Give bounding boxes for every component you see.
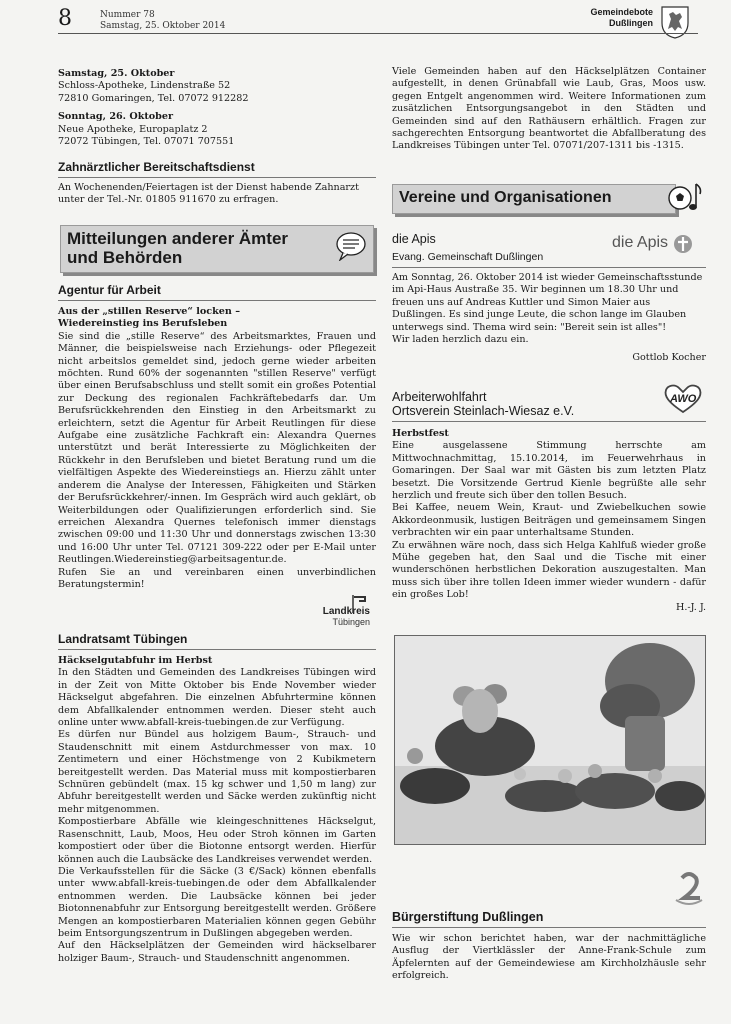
page-number: 8 <box>58 6 72 31</box>
section-rule <box>58 177 376 178</box>
dentist-section <box>58 160 376 207</box>
banner-behoerden <box>60 225 374 273</box>
awo-author: H.-J. J. <box>675 601 706 613</box>
agentur-subtitle: Aus der „stillen Reserve“ locken – <box>58 306 240 317</box>
awo-name: Ortsverein Steinlach-Wiesaz e.V. <box>392 404 575 418</box>
pharmacy-day: Samstag, 25. Oktober <box>58 68 175 79</box>
banner-line: Mitteilungen anderer Ämter <box>67 229 289 248</box>
buergerstiftung-body: Wie wir schon berichtet haben, war der nachmittägliche Ausflug der Viertklässler der Anne-Frank-Schule zum Äpfelernten auf der Gemeindewiese am Kirchholzhäusle sehr erfolgreich. <box>392 933 706 982</box>
pharmacy-schedule <box>58 68 376 148</box>
agentur-section <box>58 283 376 591</box>
flag-icon <box>350 594 368 614</box>
dentist-text: An Wochenenden/Feiertagen ist der Dienst habende Zahnarzt unter der Tel.-Nr. 01805 911670 zu erfragen. <box>58 182 359 206</box>
landkreis-logo-line: Landkreis <box>322 606 370 617</box>
landratsamt-subtitle: Häckselgutabfuhr im Herbst <box>58 655 213 666</box>
landratsamt-para: In den Städten und Gemeinden des Landkreises Tübingen wird in der Zeit von Mitte Oktober bis Ende November wieder Häckselgut abgefahren. Die einzelnen Abfuhrtermine können dem Abfallkalender entnommen werden. Dieser steht auch online unter www.abfall-kreis-tuebingen.de zur Verfügung. <box>58 667 376 729</box>
landkreis-logo-line: Tübingen <box>332 617 370 627</box>
landratsamt-para: Kompostierbare Abfälle wie kleingeschnittenes Häckselgut, Rasenschnitt, Laub, Moos, Heu oder Stroh können im Garten kompostiert oder über die Biotonne entsorgt werden. Hierfür können auch die Laubsäcke des Landkreises verwendet werden. <box>58 816 376 865</box>
football-music-icon <box>666 180 704 216</box>
buergerstiftung-logo-icon <box>672 870 706 906</box>
buergerstiftung-section <box>392 910 706 983</box>
apis-body: Am Sonntag, 26. Oktober 2014 ist wieder Gemeinschaftsstunde im Api-Haus Austraße 35. Wir beginnen um 18.30 Uhr und freuen uns auf Andreas Kuttler und Simon Maier aus Dußlingen. Es sind junge Leute, die schon lange im Glauben unterwegs sind. Thema wird sein: "Bereit sein ist alles"! <box>392 272 703 333</box>
section-rule <box>392 421 706 422</box>
landratsamt-section <box>58 632 376 965</box>
issue-date: Samstag, 25. Oktober 2014 <box>100 21 226 31</box>
landkreis-logo <box>300 606 370 627</box>
autumn-decoration-image <box>395 636 705 844</box>
landratsamt-para: Auf den Häckselplätzen der Gemeinden wird häckselbarer holziger Baum-, Strauch- und Staudenschnitt angenommen. <box>58 940 376 964</box>
awo-title: Herbstfest <box>392 428 449 439</box>
section-rule <box>58 649 376 650</box>
apis-author: Gottlob Kocher <box>632 352 706 364</box>
landratsamt-title: Landratsamt Tübingen <box>58 632 188 646</box>
awo-logo-text: AWO <box>670 393 697 405</box>
agentur-subtitle: Wiedereinstieg ins Berufsleben <box>58 318 228 330</box>
apis-subtitle: Evang. Gemeinschaft Dußlingen <box>392 251 544 263</box>
pharmacy-line: Neue Apotheke, Europaplatz 2 <box>58 123 208 135</box>
landratsamt-para: Es dürfen nur Bündel aus holzigem Baum-, Strauch- und Staudenschnitt mit einem Astdurchmesser von max. 10 Zentimetern und einer Höchstmenge von 2 Kubikmetern bereitgestellt werden. Das Material muss mit kompostierbaren Schnüren gebündelt (max. 15 kg schwer und 1,50 m lang) zur Abfuhr bereitgestellt werden und Säcke werden zukünftig nicht mehr mitgenommen. <box>58 729 376 815</box>
banner-vereine <box>392 184 676 214</box>
masthead <box>590 7 653 29</box>
issue-info <box>100 10 225 32</box>
pharmacy-day: Sonntag, 26. Oktober <box>58 111 174 123</box>
section-rule <box>392 267 706 268</box>
awo-section <box>392 390 706 614</box>
publication-town: Dußlingen <box>609 18 653 28</box>
dentist-title: Zahnärztlicher Bereitschaftsdienst <box>58 160 255 174</box>
issue-number: Nummer 78 <box>100 10 155 20</box>
agentur-body: Sie sind die „stille Reserve“ des Arbeitsmarktes, Frauen und Männer, die beispielsweise nach Erziehungs- oder Pflegezeit nicht arbeitslos gemeldet sind, jedoch gerne wieder arbeiten möchten. Rund 60% der sogenannten "stillen Reserve" verfügt über einen Berufsabschluss und stellt somit ein großes Potential zur Deckung des regionalen Fachkräftebedarfs dar. Um Berufsrückkehrenden den Einstieg in den Arbeitsmarkt zu erleichtern, setzt die Agentur für Arbeit Reutlingen für diese Aufgabe eine zusätzliche Fachkraft ein: Alexandra Quernes unterstützt und berät Interessierte zu Möglichkeiten der Rückkehr in den Berufsleben und bietet Beratung rund um die vielfältigen Aspekte des Wiedereinstiegs an. Hierzu zählt unter anderem die Analyse der Interessen, Fähigkeiten und Stärken der Berufsrückkehrer/-innen. Im Gespräch wird auch geklärt, ob Weiterbildungen oder Qualifizierungen erforderlich sind. Sie erreichen Alexandra Quernes telefonisch immer dienstags zwischen 09:00 und 11:30 Uhr und donnerstags zwischen 13:30 und 16:00 Uhr unter Tel. 07121 309-222 oder per E-Mail unter Reutlingen.Wiedereinstieg@arbeitsagentur.de. <box>58 330 376 566</box>
landratsamt-para: Die Verkaufsstellen für die Säcke (3 €/Sack) können ebenfalls unter www.abfall-kreis-tuebingen.de oder dem Abfallkalender entnommen werden. Die Laubsäcke können bei jeder Biotonnenabfuhr zur Entsorgung bereitgestellt werden. Größere Mengen an kompostierbaren Materialien können gegen Gebühr beim Entsorgungszentrum in Dußlingen abgegeben werden. <box>58 865 376 939</box>
awo-logo <box>662 384 704 414</box>
waste-info-continued: Viele Gemeinden haben auf den Häckselplätzen Container aufgestellt, in denen Grünabfall wie Laub, Gras, Moos usw. gegen Entgelt angenommen wird. Weitere Informationen zum zusätzlichen Entsorgungsangebot in den Städten und Gemeinden sind auf den Rathäusern erhältlich. Fragen zur sachgerechten Entsorgung beantwortet die Abfallberatung des Landkreises Tübingen unter Tel. 07071/207-1311 bis -1315. <box>392 66 706 152</box>
agentur-closing: Rufen Sie an und vereinbaren einen unverbindlichen Beratungstermin! <box>58 566 376 590</box>
buergerstiftung-title: Bürgerstiftung Dußlingen <box>392 910 544 924</box>
awo-name: Arbeiterwohlfahrt <box>392 390 487 404</box>
herbstfest-photo <box>394 635 706 845</box>
apis-name: die Apis <box>392 232 436 246</box>
pharmacy-line: 72072 Tübingen, Tel. 07071 707551 <box>58 136 235 148</box>
publication-name: Gemeindebote <box>590 7 653 17</box>
apis-closing: Wir laden herzlich dazu ein. <box>392 334 529 346</box>
banner-line: und Behörden <box>67 248 183 267</box>
header-rule <box>58 33 698 34</box>
awo-para: Zu erwähnen wäre noch, dass sich Helga Kahlfuß wieder große Mühe gegeben hat, den Saal und die Tische mit einer wunderschönen herbstlichen Dekoration auszugestalten. Man muss sich über ihre tollen Ideen immer wieder wundern - dafür ein großes Lob! <box>392 539 706 601</box>
section-rule <box>392 927 706 928</box>
banner-line: Vereine und Organisationen <box>399 189 612 206</box>
pharmacy-line: 72810 Gomaringen, Tel. 07072 912282 <box>58 92 249 104</box>
awo-para: Bei Kaffee, neuem Wein, Kraut- und Zwiebelkuchen sowie Akkordeonmusik, lustigen Beiträgen und gemeinsamem Singen verbrachten wir ein paar unterhaltsame Stunden. <box>392 502 706 539</box>
section-rule <box>58 300 376 301</box>
apis-logo <box>612 234 693 254</box>
speech-bubble-icon <box>335 231 367 261</box>
pharmacy-line: Schloss-Apotheke, Lindenstraße 52 <box>58 80 231 92</box>
awo-para: Eine ausgelassene Stimmung herrschte am Mittwochnachmittag, 15.10.2014, im Feuerwehrhaus in Gomaringen. Der Saal war mit Gästen bis zum letzten Platz besetzt. Die Vorsitzende Gertrud Kienle begrüßte alle sehr herzlich und freute sich über den tollen Besuch. <box>392 440 706 502</box>
agentur-title: Agentur für Arbeit <box>58 283 161 297</box>
cross-icon <box>673 234 693 254</box>
apis-logo-text: die Apis <box>612 234 669 251</box>
